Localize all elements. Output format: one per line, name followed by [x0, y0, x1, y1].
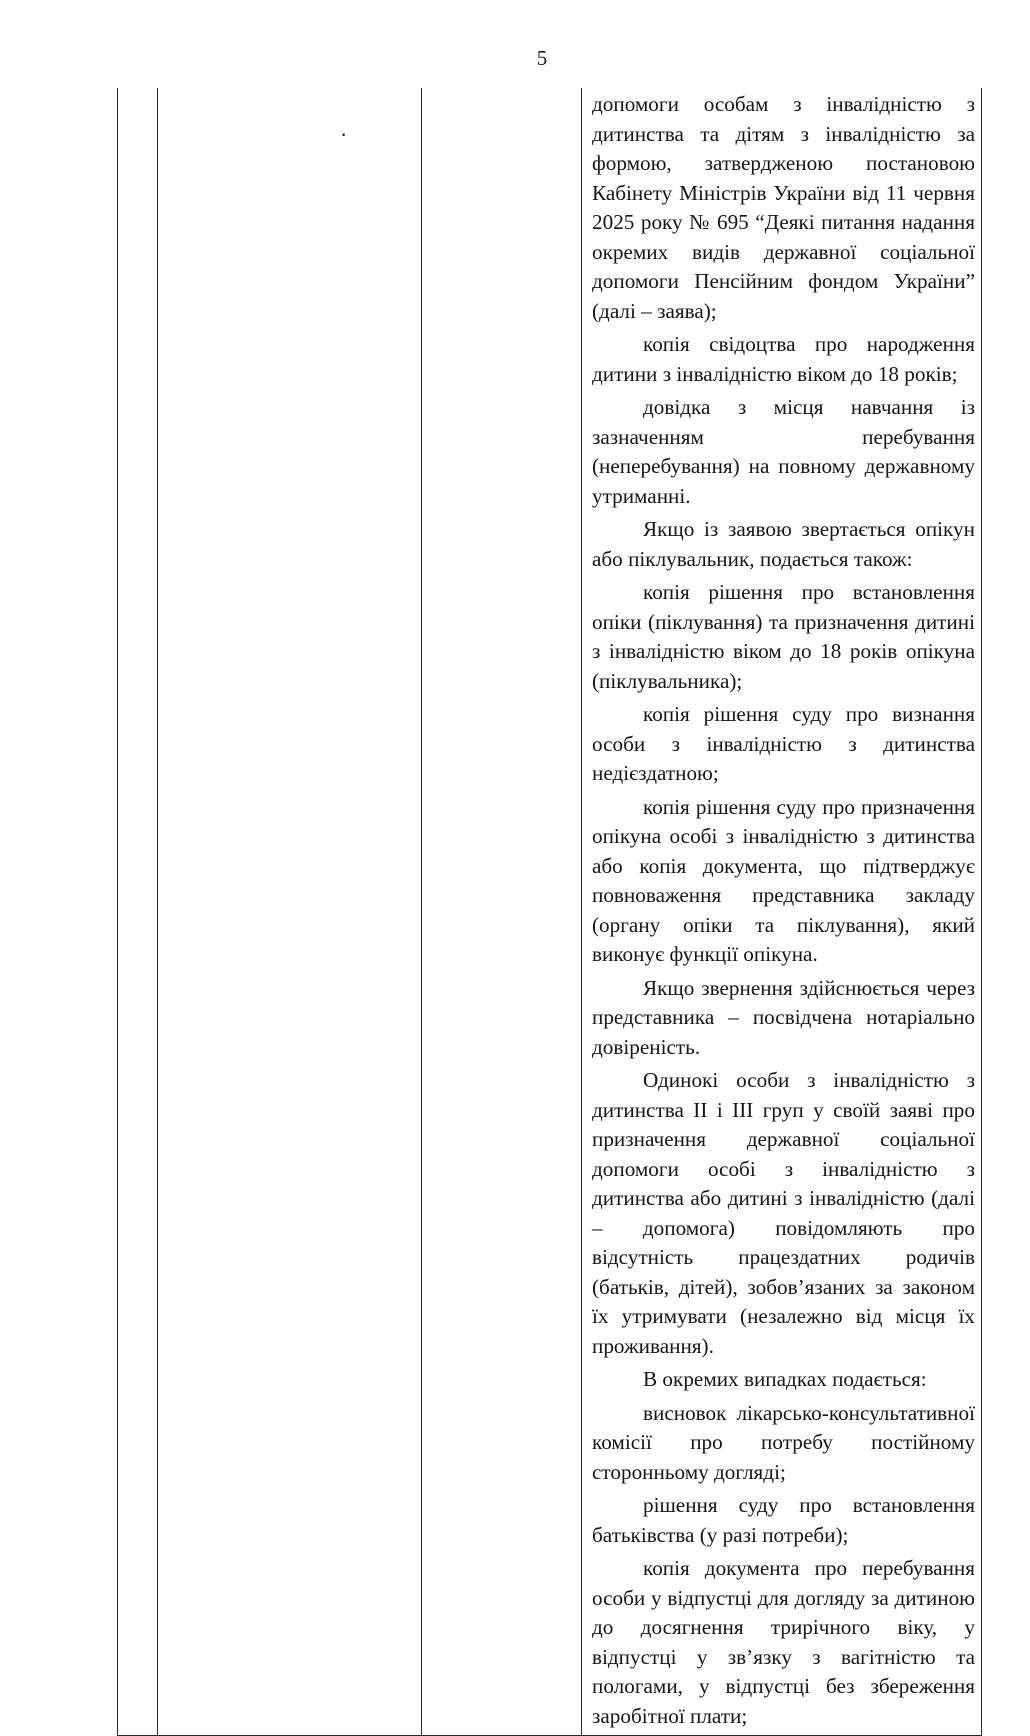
paragraph-leave-document: копія документа про перебування особи у відпустці для догляду за дитиною до досягнення трирічного віку, у відпустці у зв’язку з вагітністю та пологами, у відпустці без збереження заробітної плати;	[592, 1556, 975, 1728]
page-number: 5	[536, 46, 548, 70]
paragraph-guardian-appointment: копія рішення суду про призначення опікуна особі з інвалідністю з дитинства або копія документа, що підтверджує повноваження представника закладу (органу опіки та піклування), який виконує функції опікуна.	[592, 794, 975, 966]
paragraph-representative: Якщо звернення здійснюється через представника – посвідчена нотаріально довіреність.	[592, 975, 975, 1059]
paragraph-paternity-decision: рішення суду про встановлення батьківства (у разі потреби);	[592, 1493, 975, 1547]
table-cell-details	[422, 88, 582, 1736]
paragraph-single-persons: Одинокі особи з інвалідністю з дитинства II і III груп у своїй заяві про призначення державної соціальної допомоги особі з інвалідністю з дитинства або дитині з інвалідністю (далі – допомога) повідомляють про відсутність працездатних родичів (батьків, дітей), зобов’язаних за законом їх утримувати (незалежно від місця їх проживання).	[592, 1068, 975, 1358]
table-row	[118, 88, 982, 1736]
paragraph-study-certificate: довідка з місця навчання із зазначенням перебування (неперебування) на повному державному утриманні.	[592, 395, 975, 508]
table-cell-documents	[582, 88, 982, 1736]
paragraph-birth-certificate: копія свідоцтва про народження дитини з інвалідністю віком до 18 років;	[592, 332, 975, 386]
document-table	[117, 88, 982, 1736]
paragraph-incapacity-decision: копія рішення суду про визнання особи з інвалідністю з дитинства недієздатною;	[592, 702, 975, 785]
paragraph-guardianship-decision: копія рішення про встановлення опіки (піклування) та призначення дитині з інвалідністю віком до 18 років опікуна (піклувальника);	[592, 580, 975, 693]
table-cell-service	[158, 88, 422, 1736]
paragraph-special-cases-intro: В окремих випадках подається:	[643, 1367, 927, 1391]
paragraph-application-form: допомоги особам з інвалідністю з дитинства та дітям з інвалідністю за формою, затвердженою постановою Кабінету Міністрів України від 11 червня 2025 року № 695 “Деякі питання надання окремих видів державної соціальної допомоги Пенсійним фондом України” (далі – заява);	[592, 92, 975, 323]
stray-dot-mark: .	[341, 117, 347, 141]
paragraph-medical-conclusion: висновок лікарсько-консультативної комісії про потребу постійному сторонньому догляді;	[592, 1400, 975, 1484]
table-cell-number	[118, 88, 158, 1736]
paragraph-guardian-intro: Якщо із заявою звертається опікун або піклувальник, подається також:	[592, 517, 975, 571]
